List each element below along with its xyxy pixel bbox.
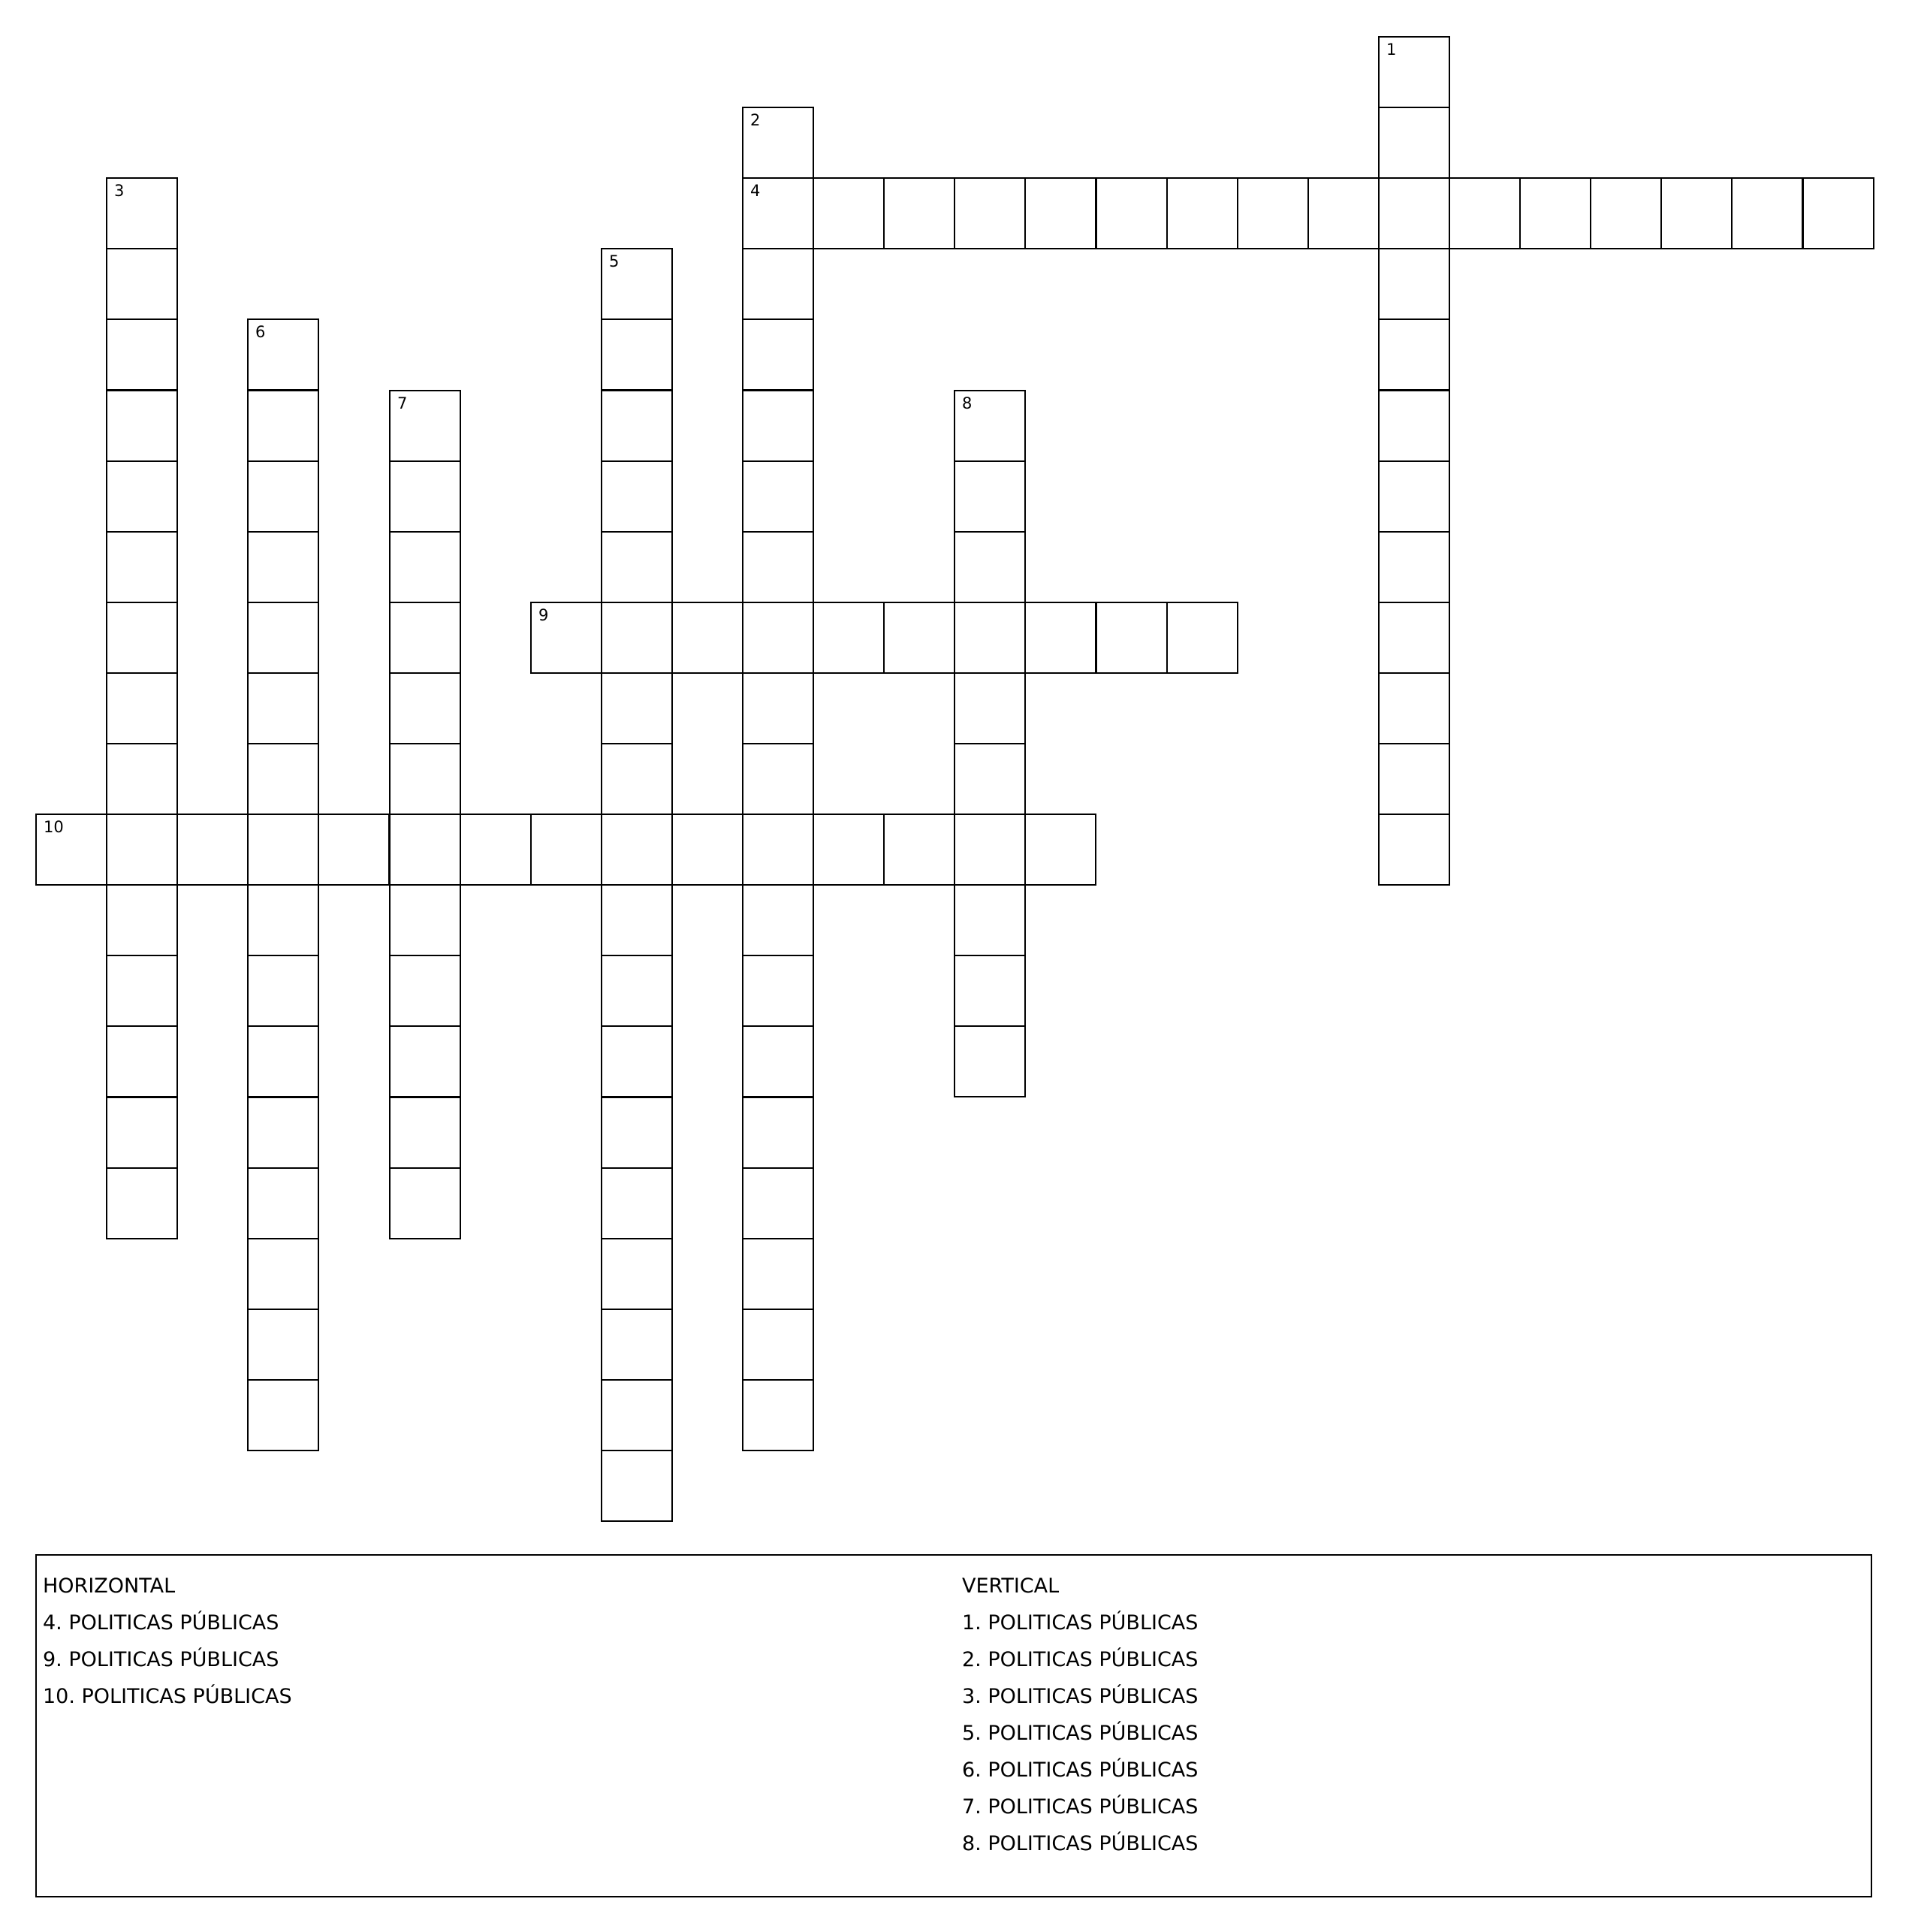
crossword-cell[interactable] — [247, 1097, 319, 1169]
crossword-cell[interactable] — [1519, 177, 1591, 249]
crossword-cell[interactable] — [742, 531, 814, 603]
crossword-cell[interactable] — [601, 1379, 673, 1451]
crossword-cell[interactable] — [1378, 318, 1450, 391]
crossword-cell[interactable] — [954, 390, 1026, 462]
crossword-cell[interactable] — [601, 955, 673, 1027]
crossword-cell[interactable] — [1378, 460, 1450, 533]
crossword-cell[interactable] — [1449, 177, 1521, 249]
vertical-clue[interactable]: 6. POLITICAS PÚBLICAS — [962, 1758, 1199, 1782]
crossword-cell[interactable] — [247, 1309, 319, 1381]
crossword-cell[interactable] — [106, 955, 178, 1027]
crossword-cell[interactable] — [601, 318, 673, 391]
crossword-cell[interactable] — [389, 814, 461, 886]
crossword-cell[interactable] — [742, 1379, 814, 1451]
crossword-cell[interactable] — [813, 177, 885, 249]
clue-number: 6 — [255, 323, 266, 341]
crossword-cell[interactable] — [106, 177, 178, 249]
crossword-cell[interactable] — [106, 318, 178, 391]
crossword-cell[interactable] — [247, 460, 319, 533]
crossword-cell[interactable] — [1307, 177, 1380, 249]
crossword-cell[interactable] — [106, 390, 178, 462]
crossword-cell[interactable] — [601, 1167, 673, 1239]
vertical-title: VERTICAL — [962, 1574, 1060, 1598]
clue-number: 10 — [44, 818, 64, 836]
crossword-cell[interactable] — [106, 248, 178, 320]
crossword-cell[interactable] — [106, 1167, 178, 1239]
crossword-cell[interactable] — [1024, 814, 1096, 886]
crossword-cell[interactable] — [601, 1309, 673, 1381]
vertical-clue[interactable]: 2. POLITICAS PÚBLICAS — [962, 1648, 1199, 1671]
crossword-cell[interactable] — [1237, 177, 1309, 249]
clues-box — [35, 1554, 1872, 1897]
clue-number: 8 — [962, 394, 973, 412]
crossword-cell[interactable] — [1378, 248, 1450, 320]
crossword-cell[interactable] — [247, 672, 319, 744]
crossword-cell[interactable] — [389, 531, 461, 603]
crossword-cell[interactable] — [601, 248, 673, 320]
crossword-cell[interactable] — [389, 602, 461, 674]
crossword-cell[interactable] — [742, 107, 814, 179]
crossword-cell[interactable] — [813, 602, 885, 674]
crossword-cell[interactable] — [389, 743, 461, 815]
crossword-cell[interactable] — [954, 602, 1026, 674]
crossword-cell[interactable] — [601, 1097, 673, 1169]
crossword-cell[interactable] — [530, 602, 602, 674]
crossword-cell[interactable] — [247, 1379, 319, 1451]
crossword-cell[interactable] — [247, 602, 319, 674]
crossword-cell[interactable] — [106, 531, 178, 603]
crossword-cell[interactable] — [247, 1167, 319, 1239]
clue-number: 7 — [397, 394, 408, 412]
crossword-cell[interactable] — [1378, 814, 1450, 886]
crossword-cell[interactable] — [883, 177, 955, 249]
vertical-clue[interactable]: 7. POLITICAS PÚBLICAS — [962, 1795, 1199, 1819]
crossword-cell[interactable] — [601, 1025, 673, 1097]
crossword-cell[interactable] — [106, 672, 178, 744]
crossword-cell[interactable] — [1378, 531, 1450, 603]
crossword-cell[interactable] — [742, 1025, 814, 1097]
crossword-cell[interactable] — [106, 884, 178, 956]
crossword-cell[interactable] — [601, 672, 673, 744]
crossword-cell[interactable] — [389, 390, 461, 462]
crossword-cell[interactable] — [954, 814, 1026, 886]
crossword-cell[interactable] — [1024, 602, 1096, 674]
horizontal-clue[interactable]: 4. POLITICAS PÚBLICAS — [43, 1611, 279, 1635]
crossword-cell[interactable] — [247, 814, 319, 886]
crossword-cell[interactable] — [247, 531, 319, 603]
vertical-clue[interactable]: 1. POLITICAS PÚBLICAS — [962, 1611, 1199, 1635]
crossword-cell[interactable] — [389, 1025, 461, 1097]
crossword-cell[interactable] — [601, 531, 673, 603]
crossword-cell[interactable] — [742, 177, 814, 249]
crossword-cell[interactable] — [601, 884, 673, 956]
crossword-cell[interactable] — [601, 814, 673, 886]
crossword-cell[interactable] — [601, 460, 673, 533]
clue-number: 9 — [538, 606, 549, 624]
crossword-cell[interactable] — [1378, 743, 1450, 815]
crossword-cell[interactable] — [742, 248, 814, 320]
crossword-cell[interactable] — [460, 814, 532, 886]
crossword-cell[interactable] — [106, 743, 178, 815]
crossword-cell[interactable] — [601, 1450, 673, 1522]
horizontal-title: HORIZONTAL — [43, 1574, 176, 1598]
crossword-cell[interactable] — [247, 884, 319, 956]
crossword-cell[interactable] — [176, 814, 249, 886]
clue-number: 1 — [1386, 41, 1397, 59]
crossword-cell[interactable] — [389, 460, 461, 533]
crossword-cell[interactable] — [813, 814, 885, 886]
crossword-cell[interactable] — [1166, 602, 1238, 674]
crossword-cell[interactable] — [954, 1025, 1026, 1097]
crossword-cell[interactable] — [742, 602, 814, 674]
crossword-cell[interactable] — [954, 460, 1026, 533]
crossword-cell[interactable] — [1378, 602, 1450, 674]
crossword-cell[interactable] — [247, 743, 319, 815]
crossword-cell[interactable] — [247, 1238, 319, 1310]
clue-number: 3 — [114, 182, 125, 200]
crossword-cell[interactable] — [742, 460, 814, 533]
crossword-cell[interactable] — [1378, 390, 1450, 462]
clue-number: 5 — [609, 252, 620, 270]
crossword-cell[interactable] — [1024, 177, 1096, 249]
crossword-cell[interactable] — [1378, 672, 1450, 744]
crossword-cell[interactable] — [671, 602, 743, 674]
clue-number: 4 — [750, 182, 761, 200]
crossword-cell[interactable] — [1096, 177, 1168, 249]
crossword-cell[interactable] — [247, 955, 319, 1027]
crossword-cell[interactable] — [247, 390, 319, 462]
crossword-cell[interactable] — [389, 1167, 461, 1239]
crossword-cell[interactable] — [742, 1097, 814, 1169]
crossword-cell[interactable] — [1731, 177, 1803, 249]
vertical-clue[interactable]: 3. POLITICAS PÚBLICAS — [962, 1685, 1199, 1708]
crossword-cell[interactable] — [883, 602, 955, 674]
crossword-cell[interactable] — [742, 672, 814, 744]
crossword-cell[interactable] — [318, 814, 390, 886]
crossword-cell[interactable] — [954, 884, 1026, 956]
crossword-cell[interactable] — [742, 1167, 814, 1239]
crossword-cell[interactable] — [1166, 177, 1238, 249]
vertical-clue[interactable]: 5. POLITICAS PÚBLICAS — [962, 1722, 1199, 1745]
crossword-cell[interactable] — [742, 318, 814, 391]
crossword-cell[interactable] — [601, 1238, 673, 1310]
crossword-cell[interactable] — [954, 177, 1026, 249]
crossword-cell[interactable] — [247, 1025, 319, 1097]
crossword-cell[interactable] — [742, 1238, 814, 1310]
crossword-cell[interactable] — [1378, 107, 1450, 179]
crossword-cell[interactable] — [742, 743, 814, 815]
crossword-cell[interactable] — [389, 955, 461, 1027]
crossword-cell[interactable] — [1590, 177, 1662, 249]
crossword-cell[interactable] — [106, 602, 178, 674]
crossword-cell[interactable] — [106, 460, 178, 533]
crossword-cell[interactable] — [671, 814, 743, 886]
crossword-cell[interactable] — [742, 814, 814, 886]
crossword-cell[interactable] — [1802, 177, 1874, 249]
crossword-cell[interactable] — [106, 814, 178, 886]
crossword-cell[interactable] — [742, 884, 814, 956]
crossword-cell[interactable] — [247, 318, 319, 391]
horizontal-clue[interactable]: 10. POLITICAS PÚBLICAS — [43, 1685, 292, 1708]
crossword-cell[interactable] — [601, 743, 673, 815]
crossword-cell[interactable] — [954, 672, 1026, 744]
crossword-cell[interactable] — [389, 672, 461, 744]
horizontal-clues — [43, 1568, 292, 1715]
crossword-cell[interactable] — [954, 743, 1026, 815]
crossword-cell[interactable] — [601, 390, 673, 462]
crossword-cell[interactable] — [954, 531, 1026, 603]
crossword-cell[interactable] — [883, 814, 955, 886]
crossword-cell[interactable] — [601, 602, 673, 674]
crossword-cell[interactable] — [954, 955, 1026, 1027]
crossword-cell[interactable] — [1660, 177, 1733, 249]
crossword-cell[interactable] — [389, 884, 461, 956]
vertical-clues — [962, 1568, 1198, 1862]
clue-number: 2 — [750, 111, 761, 129]
vertical-clue[interactable]: 8. POLITICAS PÚBLICAS — [962, 1832, 1199, 1855]
crossword-cell[interactable] — [35, 814, 107, 886]
crossword-cell[interactable] — [106, 1097, 178, 1169]
crossword-cell[interactable] — [530, 814, 602, 886]
crossword-cell[interactable] — [742, 390, 814, 462]
crossword-cell[interactable] — [1378, 36, 1450, 108]
crossword-cell[interactable] — [106, 1025, 178, 1097]
crossword-cell[interactable] — [389, 1097, 461, 1169]
crossword-cell[interactable] — [742, 955, 814, 1027]
crossword-cell[interactable] — [1378, 177, 1450, 249]
crossword-cell[interactable] — [742, 1309, 814, 1381]
crossword-cell[interactable] — [1096, 602, 1168, 674]
horizontal-clue[interactable]: 9. POLITICAS PÚBLICAS — [43, 1648, 279, 1671]
